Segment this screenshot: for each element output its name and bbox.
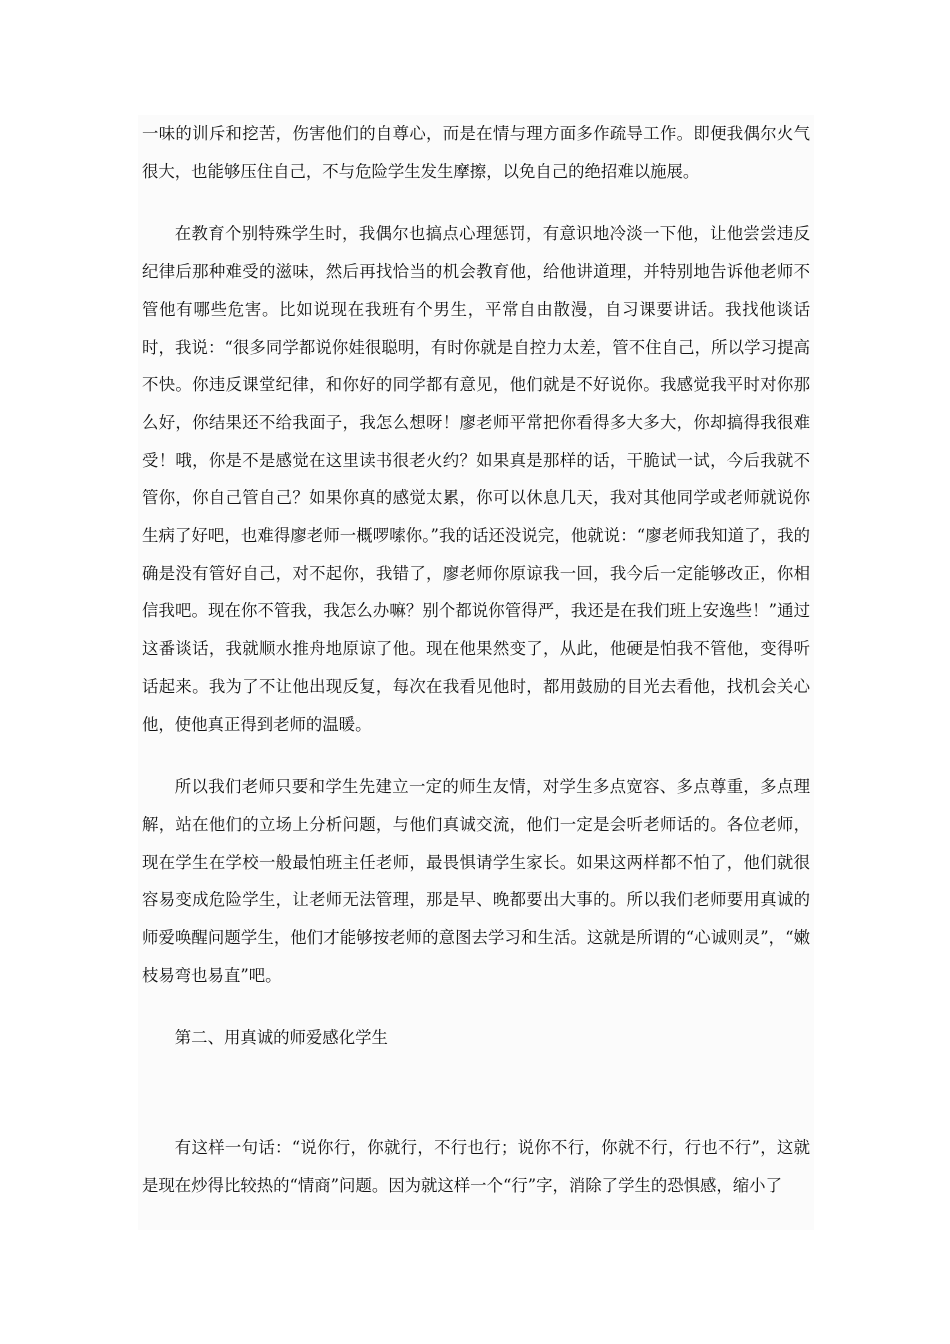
section-heading: 第二、用真诚的师爱感化学生 — [174, 1028, 388, 1048]
paragraph-emotional-intelligence: 有这样一句话：“说你行，你就行，不行也行；说你不行，你就不行，行也不行”，这就是现在炒得比较热的“情商”问题。因为就这样一个“行”字，消除了学生的恐惧感，缩小了 — [142, 1138, 810, 1195]
paragraph-teacher-friendship: 所以我们老师只要和学生先建立一定的师生友情，对学生多点宽容、多点尊重，多点理解，站在他们的立场上分析问题，与他们真诚交流，他们一定是会听老师话的。各位老师，现在学生在学校一般最怕班主任老师，最畏惧请学生家长。如果这两样都不怕了，他们就很容易变成危险学生，让老师无法管理，那是早、晚都要出大事的。所以我们老师要用真诚的师爱唤醒问题学生，他们才能够按老师的意图去学习和生活。这就是所谓的“心诚则灵”，“嫩枝易弯也易直”吧。 — [142, 777, 810, 985]
document-body — [138, 115, 814, 1230]
paragraph-psychological-punishment: 在教育个别特殊学生时，我偶尔也搞点心理惩罚，有意识地冷淡一下他，让他尝尝违反纪律后那种难受的滋味，然后再找恰当的机会教育他，给他讲道理，并特别地告诉他老师不管他有哪些危害。比如说现在我班有个男生，平常自由散漫，自习课要讲话。我找他谈话时，我说：“很多同学都说你娃很聪明，有时你就是自控力太差，管不住自己，所以学习提高不快。你违反课堂纪律，和你好的同学都有意见，他们就是不好说你。我感觉我平时对你那么好，你结果还不给我面子，我怎么想呀！廖老师平常把你看得多大多大，你却搞得我很难受！哦，你是不是感觉在这里读书很老火约？如果真是那样的话，干脆试一试，今后我就不管你，你自己管自己？如果你真的感觉太累，你可以休息几天，我对其他同学或老师就说你生病了好吧，也难得廖老师一概啰嗦你。”我的话还没说完，他就说：“廖老师我知道了，我的确是没有管好自己，对不起你，我错了，廖老师你原谅我一回，我今后一定能够改正，你相信我吧。现在你不管我，我怎么办嘛？别个都说你管得严，我还是在我们班上安逸些！”通过这番谈话，我就顺水推舟地原谅了他。现在他果然变了，从此，他硬是怕我不管他，变得听话起来。我为了不让他出现反复，每次在我看见他时，都用鼓励的目光去看他，找机会关心他，使他真正得到老师的温暖。 — [142, 224, 810, 734]
paragraph-continuation: 一味的训斥和挖苦，伤害他们的自尊心，而是在情与理方面多作疏导工作。即便我偶尔火气很大，也能够压住自己，不与危险学生发生摩擦，以免自己的绝招难以施展。 — [142, 124, 810, 181]
